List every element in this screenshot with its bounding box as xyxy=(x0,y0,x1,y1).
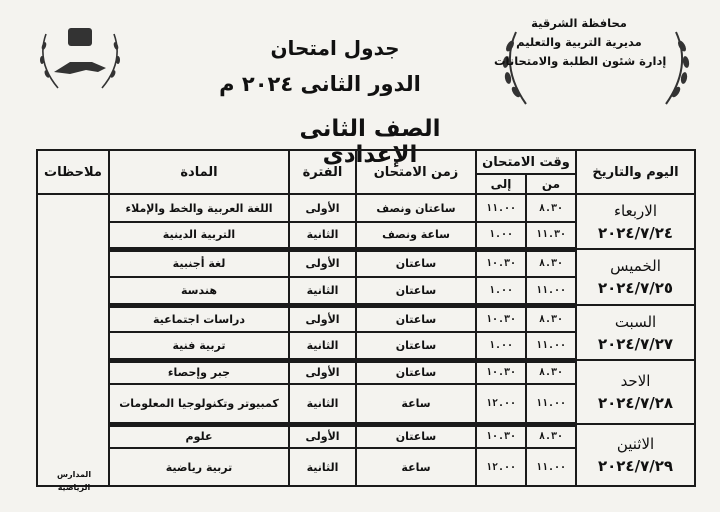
time-from: ١١.٠٠ xyxy=(526,332,576,360)
document-title: جدول امتحان xyxy=(270,36,400,60)
time-to: ١٠.٣٠ xyxy=(476,424,526,448)
header-day-date: اليوم والتاريخ xyxy=(576,150,695,194)
time-to: ١.٠٠ xyxy=(476,277,526,305)
time-to: ١٠.٣٠ xyxy=(476,360,526,384)
exam-subject: علوم xyxy=(109,424,289,448)
time-from: ٨.٣٠ xyxy=(526,249,576,277)
exam-date: ٢٠٢٤/٧/٢٤ xyxy=(597,223,674,242)
directorate-name: مديرية التربية والتعليم xyxy=(516,35,642,49)
exam-duration: ساعتان xyxy=(356,249,476,277)
sports-schools-note: المدارس الرياضية xyxy=(56,470,92,492)
exam-subject: جبر وإحصاء xyxy=(109,360,289,384)
time-from: ٨.٣٠ xyxy=(526,360,576,384)
table-row xyxy=(37,305,695,332)
table-header-row xyxy=(37,150,695,174)
header-from: من xyxy=(526,174,576,194)
exam-period: الأولى xyxy=(289,194,356,222)
time-from: ١١.٠٠ xyxy=(526,384,576,424)
notes-column xyxy=(37,194,109,486)
exam-duration: ساعة xyxy=(356,448,476,486)
day-date-cell xyxy=(576,249,695,305)
exam-schedule-table xyxy=(36,149,696,487)
exam-subject: دراسات اجتماعية xyxy=(109,305,289,332)
time-to: ١٠.٣٠ xyxy=(476,249,526,277)
exam-duration: ساعتان xyxy=(356,277,476,305)
time-from: ٨.٣٠ xyxy=(526,305,576,332)
day-name: الاحد xyxy=(620,372,651,390)
exam-date: ٢٠٢٤/٧/٢٧ xyxy=(597,334,674,353)
exam-date: ٢٠٢٤/٧/٢٨ xyxy=(597,394,674,412)
header-to: إلى xyxy=(476,174,526,194)
day-name: السبت xyxy=(614,312,657,331)
exam-date: ٢٠٢٤/٧/٢٩ xyxy=(597,457,674,475)
header-subject: المادة xyxy=(109,150,289,194)
exam-subject: التربية الدينية xyxy=(109,222,289,249)
time-from: ٨.٣٠ xyxy=(526,194,576,222)
header-duration: زمن الامتحان xyxy=(356,150,476,194)
table-row xyxy=(37,249,695,277)
exam-period: الأولى xyxy=(289,360,356,384)
header-notes: ملاحظات xyxy=(37,150,109,194)
exam-subject: تربية فنية xyxy=(109,332,289,360)
ministry-emblem-icon xyxy=(36,22,124,96)
exam-period: الثانية xyxy=(289,222,356,249)
time-from: ١١.٠٠ xyxy=(526,448,576,486)
time-from: ١١.٣٠ xyxy=(526,222,576,249)
grade-heading: الصف الثانى الإعدادى xyxy=(299,116,441,168)
time-to: ١٢.٠٠ xyxy=(476,384,526,424)
day-date-cell xyxy=(576,360,695,424)
exam-duration: ساعة xyxy=(356,384,476,424)
exam-duration: ساعتان xyxy=(356,332,476,360)
exam-session: الدور الثانى ٢٠٢٤ م xyxy=(219,72,421,96)
exam-duration: ساعتان xyxy=(356,360,476,384)
time-to: ١١.٠٠ xyxy=(476,194,526,222)
exam-period: الثانية xyxy=(289,448,356,486)
day-date-cell xyxy=(576,424,695,486)
exam-subject: لغة أجنبية xyxy=(109,249,289,277)
department-name: إدارة شئون الطلبة والامتحانات xyxy=(494,54,667,68)
exam-period: الأولى xyxy=(289,249,356,277)
day-name: الاثنين xyxy=(616,435,655,453)
table-row xyxy=(37,194,695,222)
day-date-cell xyxy=(576,305,695,360)
time-from: ١١.٠٠ xyxy=(526,277,576,305)
governorate-name: محافظة الشرقية xyxy=(531,16,627,30)
exam-duration: ساعتان xyxy=(356,305,476,332)
exam-subject: تربية رياضية xyxy=(109,448,289,486)
exam-subject: كمبيوتر وتكنولوجيا المعلومات xyxy=(109,384,289,424)
exam-subject: اللغة العربية والخط والإملاء xyxy=(109,194,289,222)
header-exam-time: وقت الامتحان xyxy=(476,150,576,174)
exam-period: الأولى xyxy=(289,305,356,332)
table-row xyxy=(37,360,695,384)
table-row xyxy=(37,424,695,448)
time-from: ٨.٣٠ xyxy=(526,424,576,448)
header-period: الفترة xyxy=(289,150,356,194)
exam-period: الثانية xyxy=(289,384,356,424)
issuing-authority xyxy=(494,14,667,71)
exam-subject: هندسة xyxy=(109,277,289,305)
exam-date: ٢٠٢٤/٧/٢٥ xyxy=(597,279,674,297)
exam-duration: ساعتان ونصف xyxy=(356,194,476,222)
exam-period: الثانية xyxy=(289,332,356,360)
day-date-cell xyxy=(576,194,695,249)
day-name: الاربعاء xyxy=(613,201,657,220)
exam-duration: ساعتان xyxy=(356,424,476,448)
time-to: ١٢.٠٠ xyxy=(476,448,526,486)
time-to: ١٠.٣٠ xyxy=(476,305,526,332)
exam-period: الثانية xyxy=(289,277,356,305)
exam-duration: ساعة ونصف xyxy=(356,222,476,249)
time-to: ١.٠٠ xyxy=(476,332,526,360)
time-to: ١.٠٠ xyxy=(476,222,526,249)
exam-period: الأولى xyxy=(289,424,356,448)
day-name: الخميس xyxy=(610,257,661,275)
